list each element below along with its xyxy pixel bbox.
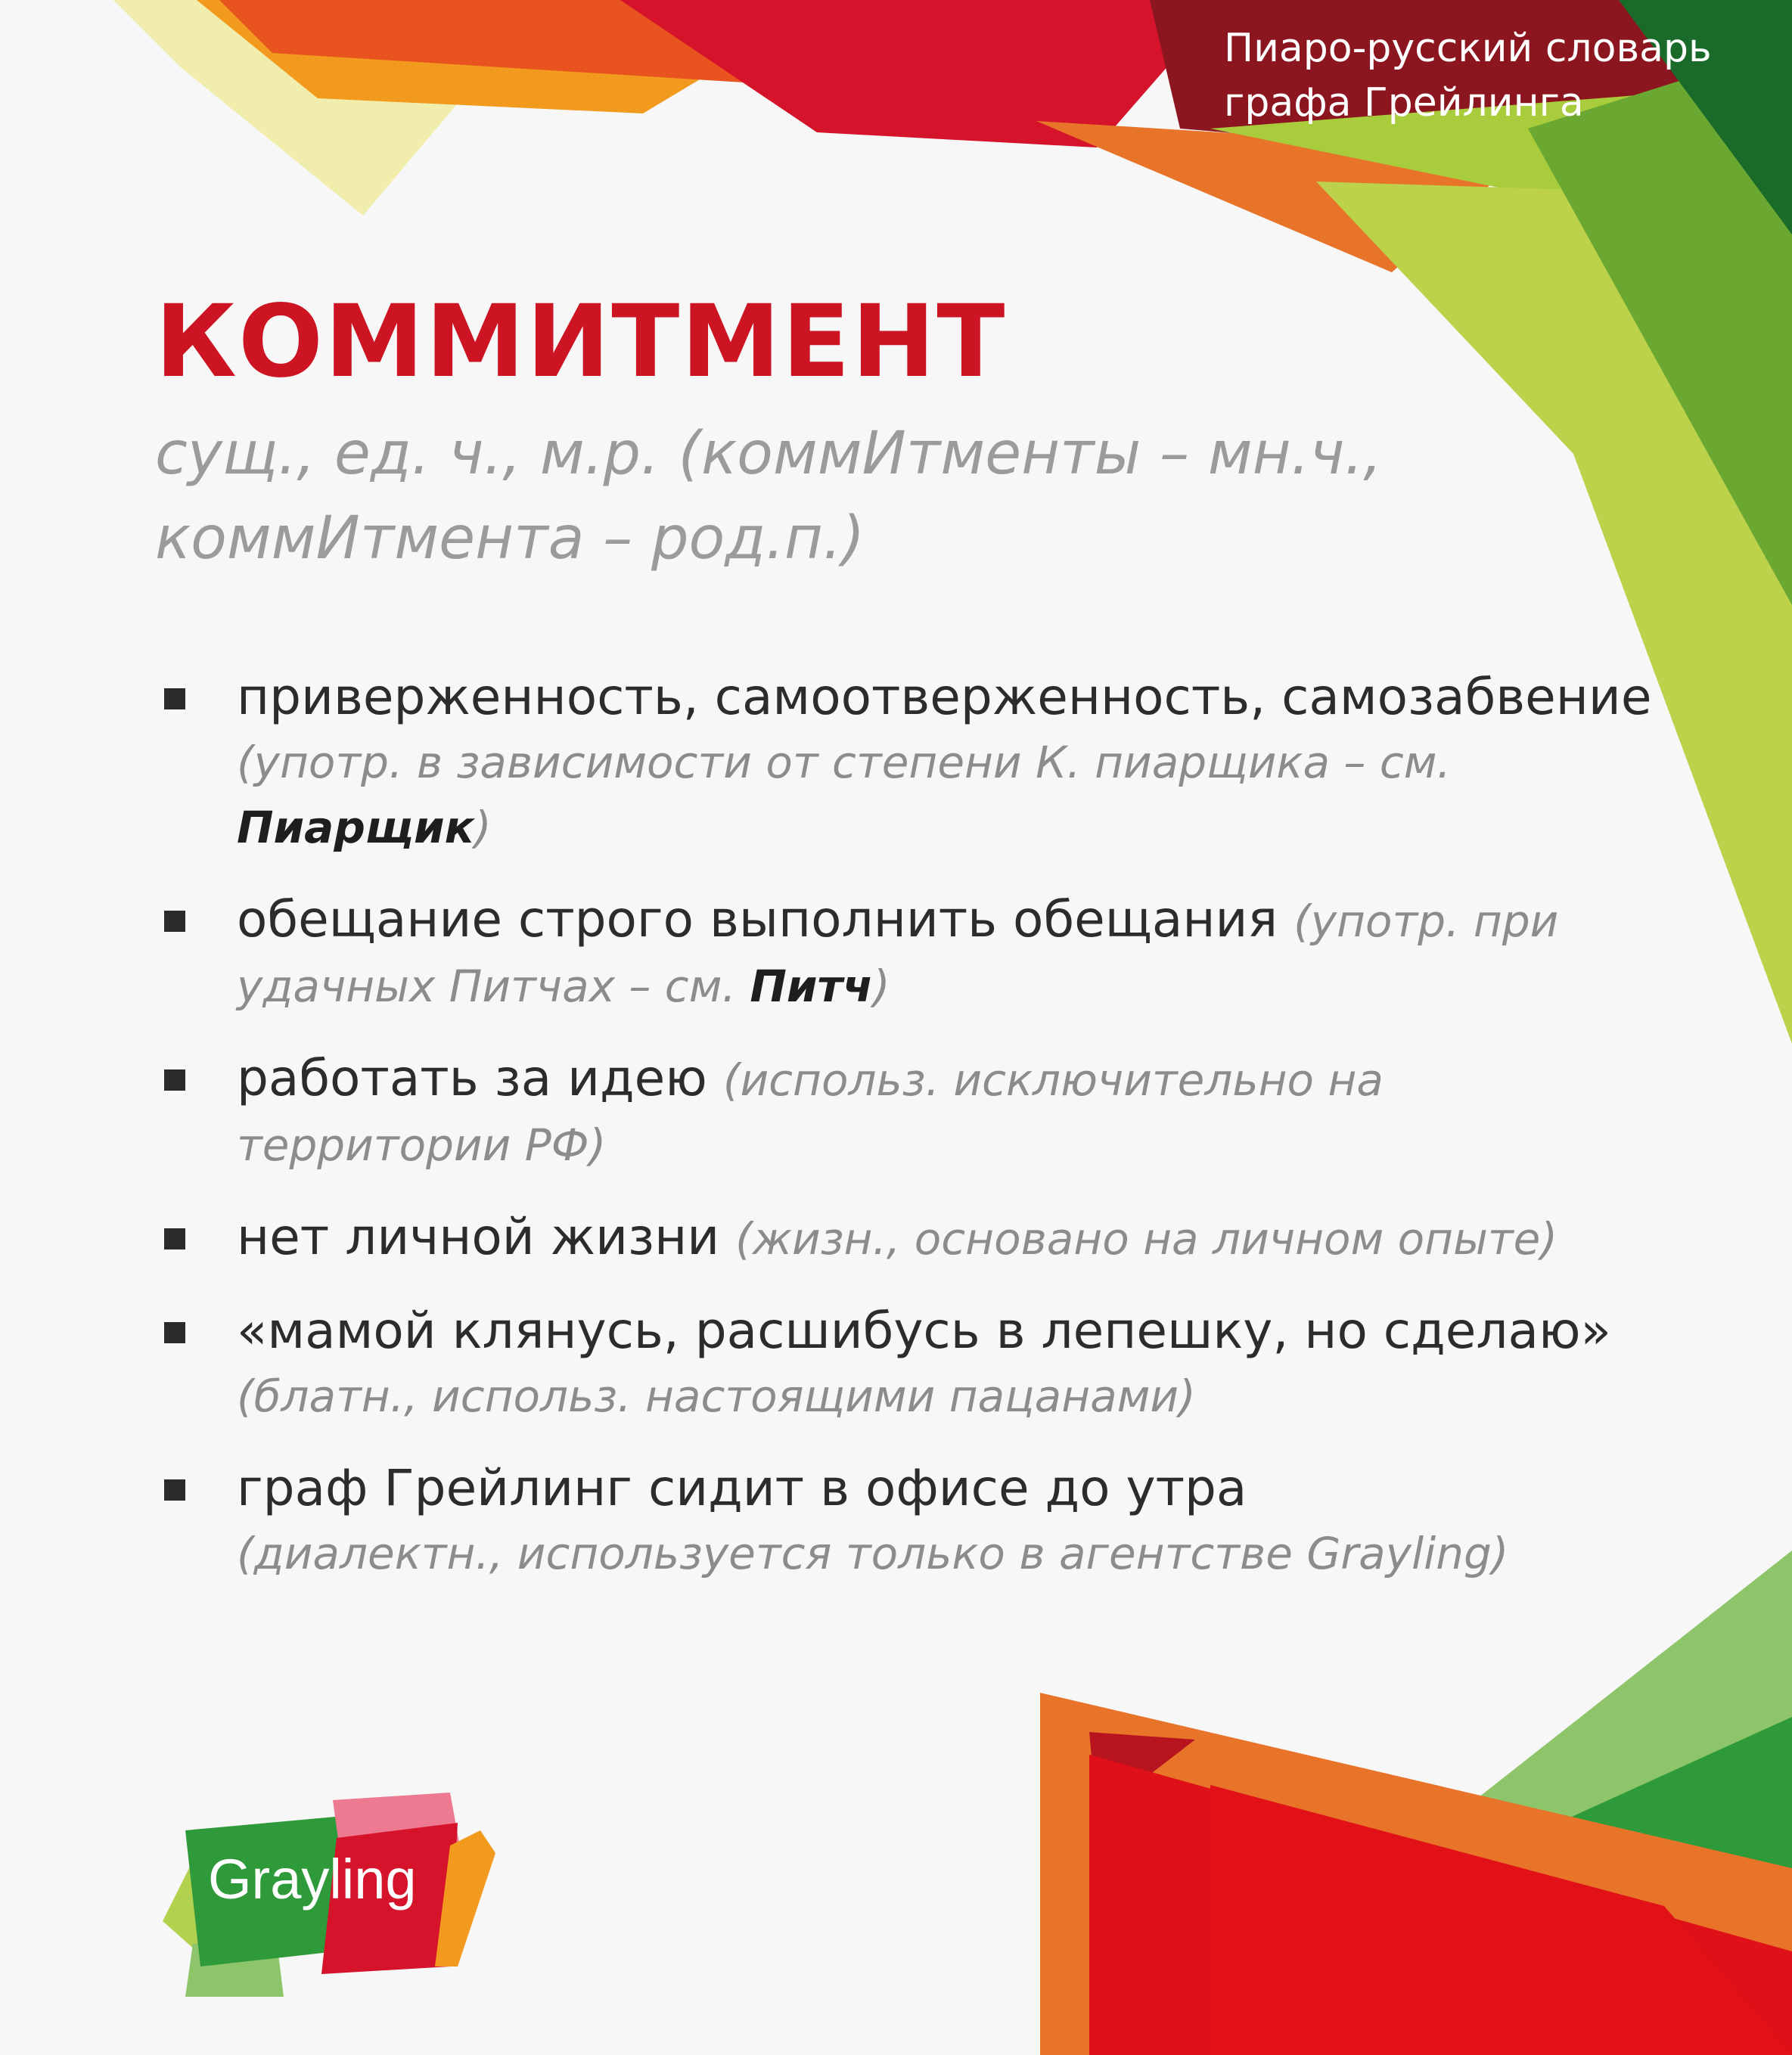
square-bullet-icon [164, 1069, 185, 1091]
usage-note-close: ) [474, 802, 492, 853]
series-title-line-2: графа Грейлинга [1224, 80, 1584, 126]
square-bullet-icon [164, 688, 185, 709]
usage-note-close: ) [872, 961, 890, 1012]
definition-item [155, 1047, 1653, 1177]
usage-note-text: (употр. при удачных Питчах – см. [237, 896, 1559, 1012]
series-title-line-1: Пиаро-русский словарь [1224, 26, 1712, 71]
grammar-line-2: коммИтмента – род.п.) [155, 504, 865, 573]
definition-term: «мамой клянусь, расшибусь в лепешку, но сделаю» [237, 1302, 1611, 1360]
logo-wordmark: Grayling [208, 1848, 417, 1911]
dictionary-series-title [1224, 21, 1712, 130]
definition-term: граф Грейлинг сидит в офисе до утра [237, 1459, 1247, 1517]
cross-reference-link[interactable]: Питч [750, 961, 873, 1012]
square-bullet-icon [164, 1479, 185, 1501]
usage-note-text: (употр. в зависимости от степени К. пиарщика – см. [237, 737, 1451, 788]
usage-note: (блатн., использ. настоящими пацанами) [237, 1371, 1196, 1422]
definitions-list [155, 666, 1653, 1585]
cross-reference-link[interactable]: Пиарщик [237, 802, 474, 853]
definition-term: обещание строго выполнить обещания [237, 890, 1278, 948]
square-bullet-icon [164, 911, 185, 932]
definition-item [155, 666, 1653, 859]
usage-note: (использ. исключительно на территории РФ) [237, 1054, 1384, 1171]
usage-note: (диалектн., используется только в агентстве Grayling) [237, 1528, 1509, 1579]
definition-term: работать за идею [237, 1049, 707, 1107]
grayling-logo [163, 1785, 495, 1997]
grammar-info [155, 411, 1517, 581]
square-bullet-icon [164, 1228, 185, 1249]
headword: КОММИТМЕНТ [155, 284, 1007, 400]
definition-item [155, 1299, 1653, 1428]
grammar-line-1: сущ., ед. ч., м.р. (коммИтменты – мн.ч., [155, 420, 1383, 488]
definition-item [155, 1206, 1653, 1271]
definition-term: приверженность, самоотверженность, самозабвение [237, 668, 1652, 726]
square-bullet-icon [164, 1322, 185, 1343]
definition-item [155, 1457, 1653, 1585]
definition-term: нет личной жизни [237, 1208, 720, 1266]
usage-note [237, 737, 1451, 853]
usage-note: (жизн., основано на личном опыте) [735, 1213, 1558, 1265]
definition-item [155, 888, 1653, 1018]
